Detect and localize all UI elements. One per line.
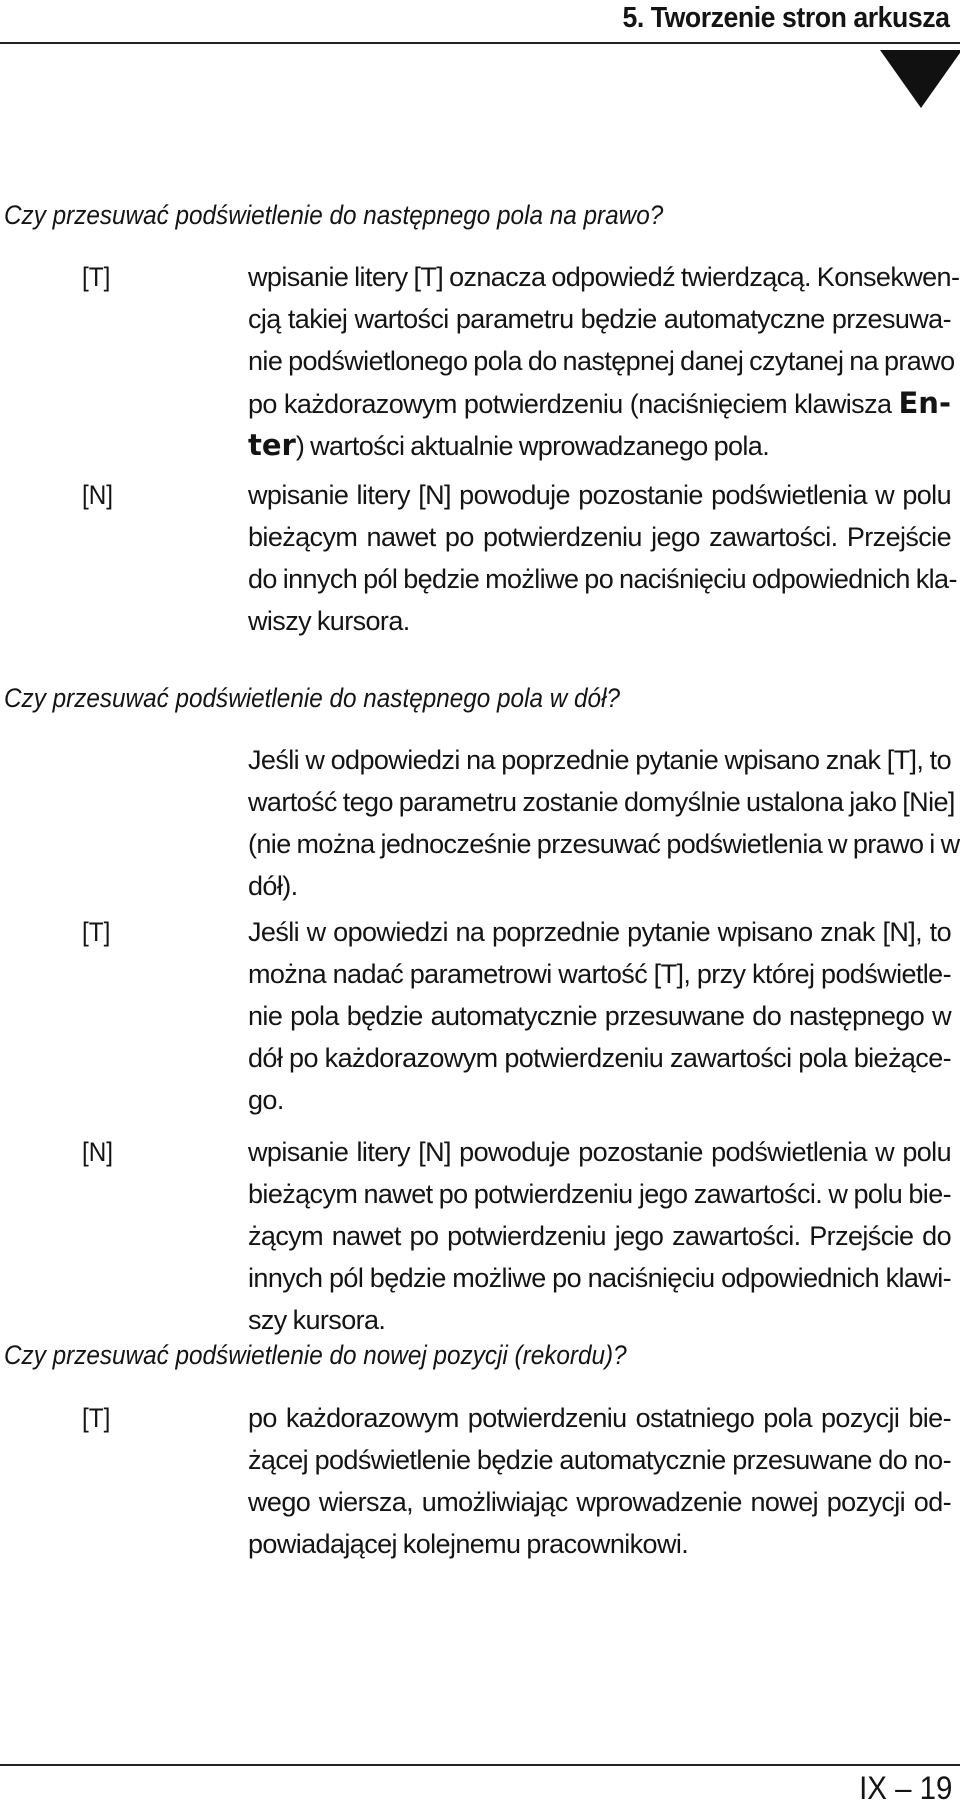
- text-line: nie podświetlonego pola do następnej danej czytanej na prawo: [248, 346, 955, 376]
- text-line: żącej podświetlenie będzie automatycznie przesuwane do no-: [248, 1445, 951, 1475]
- option-description: [248, 911, 951, 1121]
- text-line: żącym nawet po potwierdzeniu jego zawartości. Przejście do: [248, 1221, 951, 1251]
- question-heading-right: Czy przesuwać podświetlenie do następnego pola na prawo?: [4, 200, 664, 230]
- enter-key-label: ter: [248, 428, 296, 462]
- footer-rule: [0, 1764, 960, 1766]
- text-fragment: po każdorazowym potwierdzeniu (naciśnięciem klawisza: [248, 389, 899, 419]
- text-line: wego wiersza, umożliwiając wprowadzenie nowej pozycji od-: [248, 1487, 951, 1517]
- text-line: wartość tego parametru zostanie domyślnie ustalona jako [Nie]: [248, 787, 955, 817]
- text-line: cją takiej wartości parametru będzie automatyczne przesuwa-: [248, 304, 951, 334]
- text-line: bieżącym nawet po potwierdzeniu jego zawartości. w polu bie-: [248, 1179, 951, 1209]
- option-description: [248, 256, 960, 466]
- text-line: powiadającej kolejnemu pracownikowi.: [248, 1529, 689, 1559]
- text-line: wpisanie litery [N] powoduje pozostanie podświetlenia w polu: [248, 1137, 951, 1167]
- text-line: wpisanie litery [N] powoduje pozostanie podświetlenia w polu: [248, 480, 951, 510]
- option-tag-t: [T]: [82, 262, 111, 292]
- text-line: dół).: [248, 871, 298, 901]
- text-line: (nie można jednocześnie przesuwać podświetlenia w prawo i w: [248, 829, 960, 859]
- text-line-with-key: [248, 424, 951, 466]
- header-rule: [0, 42, 960, 44]
- down-triangle-icon: [880, 50, 960, 108]
- page-number: IX – 19: [858, 1770, 952, 1806]
- text-line: go.: [248, 1085, 284, 1115]
- text-line: bieżącym nawet po potwierdzeniu jego zawartości. Przejście: [248, 522, 951, 552]
- text-line: innych pól będzie możliwe po naciśnięciu odpowiednich klawi-: [248, 1263, 951, 1293]
- text-line: wiszy kursora.: [248, 606, 410, 636]
- text-line: dół po każdorazowym potwierdzeniu zawartości pola bieżące-: [248, 1043, 951, 1073]
- text-line: wpisanie litery [T] oznacza odpowiedź twierdzącą. Konsekwen-: [248, 262, 960, 292]
- text-line: nie pola będzie automatycznie przesuwane do następnego w: [248, 1001, 951, 1031]
- option-tag-n: [N]: [82, 480, 114, 510]
- enter-key-label: En-: [898, 386, 951, 420]
- page-header-title: 5. Tworzenie stron arkusza: [622, 2, 950, 34]
- option-tag-n: [N]: [82, 1137, 114, 1167]
- option-tag-t: [T]: [82, 917, 111, 947]
- option-tag-t: [T]: [82, 1403, 111, 1433]
- text-line: Jeśli w odpowiedzi na poprzednie pytanie wpisano znak [T], to: [248, 745, 951, 775]
- text-line: szy kursora.: [248, 1305, 386, 1335]
- text-line: do innych pól będzie możliwe po naciśnięciu odpowiednich kla-: [248, 564, 957, 594]
- option-description: [248, 1131, 951, 1341]
- text-line: można nadać parametrowi wartość [T], przy której podświetle-: [248, 959, 951, 989]
- text-line-with-key: [248, 382, 951, 424]
- option-description: [248, 474, 957, 642]
- option-description: [248, 1397, 951, 1565]
- question-heading-new-record: Czy przesuwać podświetlenie do nowej pozycji (rekordu)?: [4, 1340, 627, 1370]
- intro-paragraph: [248, 739, 960, 907]
- text-line: po każdorazowym potwierdzeniu ostatniego pola pozycji bie-: [248, 1403, 951, 1433]
- text-line: Jeśli w opowiedzi na poprzednie pytanie wpisano znak [N], to: [248, 917, 951, 947]
- question-heading-down: Czy przesuwać podświetlenie do następnego pola w dół?: [4, 683, 620, 713]
- text-fragment: ) wartości aktualnie wprowadzanego pola.: [295, 431, 770, 461]
